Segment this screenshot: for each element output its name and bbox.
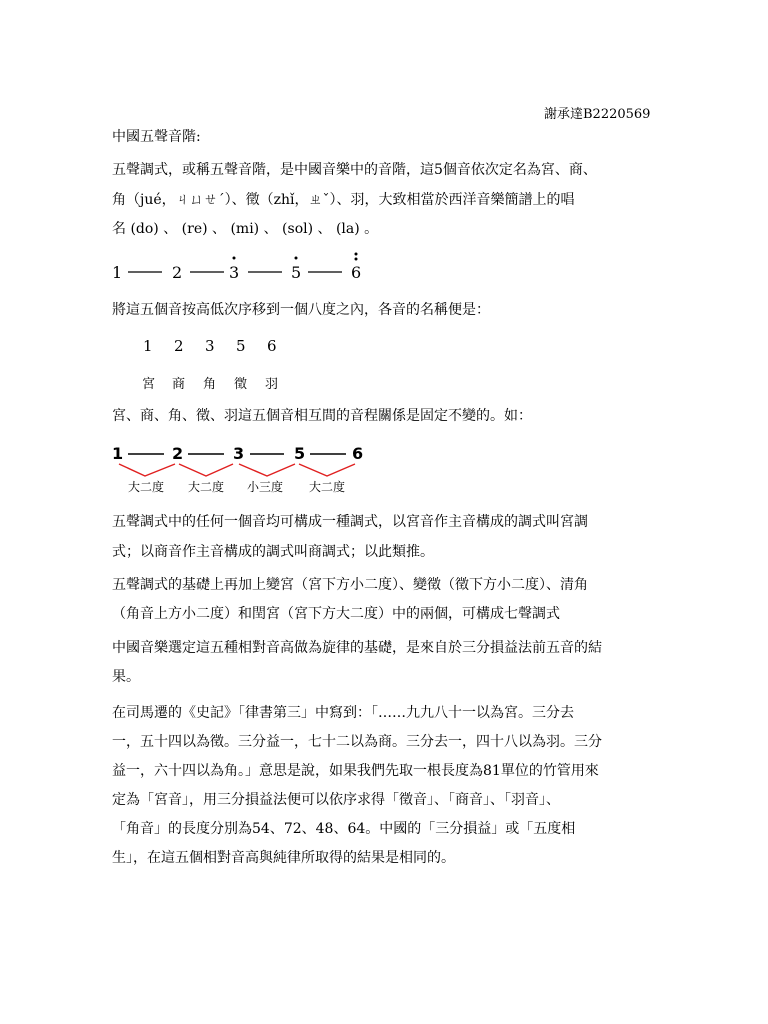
interval-label: 大二度 [188,480,225,494]
shiji-para-line-4: 定為「宮音」，用三分損益法便可以依序求得「徵音」、「商音」、「羽音」、 [112,792,560,808]
heading: 中國五聲音階: [112,129,201,145]
octave-sentence: 將這五個音按高低次序移到一個八度之內，各音的名稱便是： [112,302,490,318]
seven-para-line-2: （角音上方小二度）和閏宮（宮下方大二度）中的兩個，可構成七聲調式 [112,606,560,622]
scale-name: 宮 [142,377,156,392]
scale-name: 羽 [265,377,279,392]
origin-para-line-2: 果。 [112,669,140,685]
scale-number: 1 [143,337,153,355]
interval-note: 5 [294,444,306,463]
shiji-para-line-3: 益一，六十四以為角。」意思是說，如果我們先取一根長度為81單位的竹管用來 [112,763,599,779]
interval-figure [112,440,362,500]
origin-para-line-1: 中國音樂選定這五種相對音高做為旋律的基礎，是來自於三分損益法前五音的結 [112,640,602,656]
shiji-para-line-1: 在司馬遷的《史記》「律書第三」中寫到：「……九九八十一以為宮。三分去 [112,705,574,721]
interval-note: 6 [352,444,364,463]
interval-label: 小三度 [247,480,284,494]
dot-mark [355,258,358,261]
interval-note: 3 [233,444,245,463]
interval-note: 1 [112,444,124,463]
intro-line-3: 名 (do) 、 (re) 、 (mi) 、 (sol) 、 (la) 。 [112,221,379,237]
dot-mark [233,257,236,260]
intro-line-1: 五聲調式，或稱五聲音階，是中國音樂中的音階，這5個音依次定名為宮、商、 [112,162,597,178]
scale-number: 2 [174,337,184,355]
dot-mark [355,253,358,256]
scale-number: 5 [236,337,246,355]
scale-name: 商 [172,377,186,392]
interval-note: 2 [172,444,184,463]
shiji-para-line-6: 生」，在這五個相對音高與純律所取得的結果是相同的。 [112,850,455,866]
interval-label: 大二度 [309,480,346,494]
scale-name: 徵 [234,377,248,392]
notation-note: 5 [291,263,302,282]
notation-note: 1 [112,263,123,282]
notation-note: 3 [229,263,240,282]
seven-para-line-1: 五聲調式的基礎上再加上變宮（宮下方小二度）、變徵（徵下方小二度）、清角 [112,577,588,593]
scale-number: 3 [205,337,215,355]
mode-para-line-1: 五聲調式中的任何一個音均可構成一種調式，以宮音作主音構成的調式叫宮調 [112,514,588,530]
scale-number: 6 [267,337,277,355]
dot-mark [295,257,298,260]
shiji-para-line-5: 「角音」的長度分別為54、72、48、64。中國的「三分損益」或「五度相 [112,821,576,837]
author-label: 謝承達B2220569 [544,107,651,122]
interval-label: 大二度 [128,480,165,494]
notation-svg [112,252,372,286]
notation-note: 2 [172,263,183,282]
notation-figure [112,252,372,290]
intro-line-2: 角（jué，ㄐㄩㄝˊ）、徵（zhǐ，ㄓˇ）、羽，大致相當於西洋音樂簡譜上的唱 [112,192,575,208]
mode-para-line-2: 式；以商音作主音構成的調式叫商調式；以此類推。 [112,544,434,560]
notation-note: 6 [351,263,362,282]
shiji-para-line-2: 一，五十四以為徵。三分益一，七十二以為商。三分去一，四十八以為羽。三分 [112,734,602,750]
scale-name: 角 [203,377,217,392]
relation-sentence: 宮、商、角、徵、羽這五個音相互間的音程關係是固定不變的。如： [112,408,532,424]
